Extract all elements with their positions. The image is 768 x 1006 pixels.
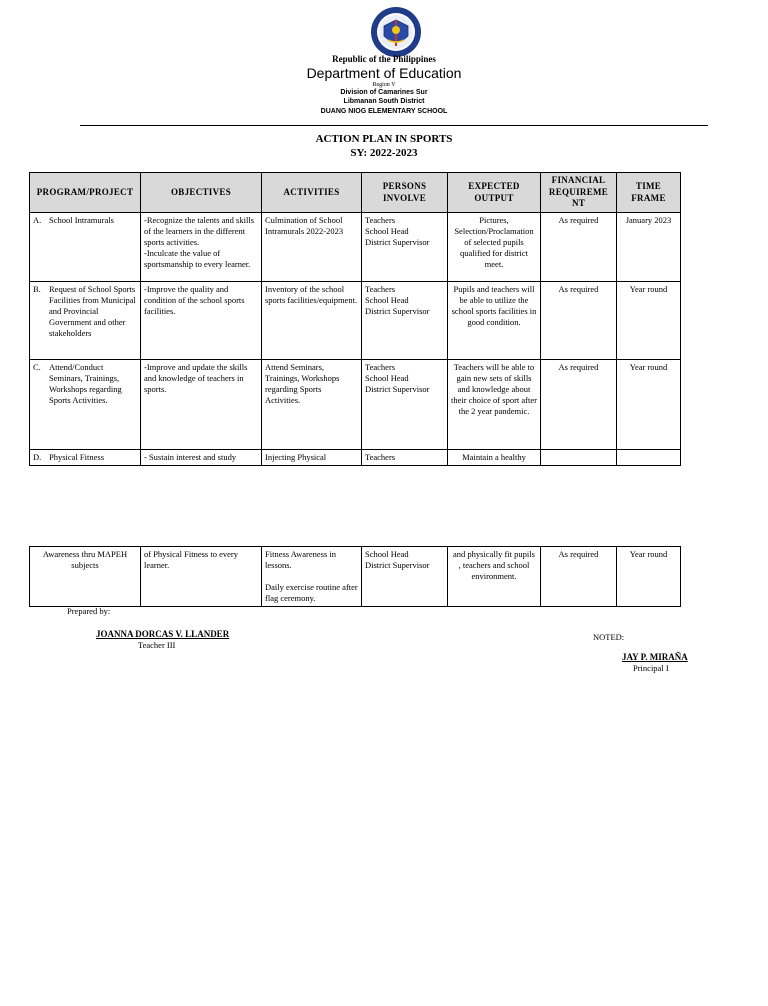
program-text: Request of School Sports Facilities from Municipal and Provincial Government and other stakeholders xyxy=(49,284,136,339)
preparer-name: JOANNA DORCAS V. LLANDER xyxy=(96,629,230,639)
header-activities: ACTIVITIES xyxy=(262,173,362,213)
header-objectives: OBJECTIVES xyxy=(141,173,262,213)
table-row xyxy=(30,450,681,466)
noted-label: NOTED: xyxy=(593,632,625,642)
table-header-row xyxy=(30,173,681,213)
item-letter: C. xyxy=(33,362,41,373)
output-cell: and physically fit pupils , teachers and school environment. xyxy=(448,547,541,607)
program-cell xyxy=(30,450,141,466)
program-cell xyxy=(30,213,141,282)
objectives-cell: -Recognize the talents and skills of the learners in the different sports activities. -Inculcate the value of sportsmanship to every learner. xyxy=(141,213,262,282)
table-row xyxy=(30,547,681,607)
output-cell: Pupils and teachers will be able to utilize the school sports facilities in good condition. xyxy=(448,282,541,360)
time-cell: Year round xyxy=(617,360,681,450)
republic-label: Republic of the Philippines xyxy=(332,54,436,64)
item-letter: A. xyxy=(33,215,42,226)
objectives-cell: -Improve the quality and condition of the school sports facilities. xyxy=(141,282,262,360)
header-time: TIME FRAME xyxy=(617,173,681,213)
activities-cell: Inventory of the school sports facilities/equipment. xyxy=(262,282,362,360)
preparer-title: Teacher III xyxy=(138,640,176,650)
header-output: EXPECTED OUTPUT xyxy=(448,173,541,213)
table-row xyxy=(30,282,681,360)
department-name: Department of Education xyxy=(306,65,462,81)
financial-cell: As required xyxy=(541,282,617,360)
time-cell: Year round xyxy=(617,547,681,607)
persons-cell: Teachers School Head District Supervisor xyxy=(362,360,448,450)
objectives-cell: of Physical Fitness to every learner. xyxy=(141,547,262,607)
program-text: Physical Fitness xyxy=(49,452,105,463)
objectives-cell: -Improve and update the skills and knowledge of teachers in sports. xyxy=(141,360,262,450)
financial-cell: As required xyxy=(541,547,617,607)
deped-seal-icon xyxy=(370,6,422,58)
objectives-cell: - Sustain interest and study xyxy=(141,450,262,466)
header-persons: PERSONS INVOLVE xyxy=(362,173,448,213)
financial-cell: As required xyxy=(541,360,617,450)
program-cell xyxy=(30,360,141,450)
region-label: Region V xyxy=(372,82,396,88)
item-letter: B. xyxy=(33,284,41,295)
school-name: DUANG NIOG ELEMENTARY SCHOOL xyxy=(320,108,448,115)
action-plan-table xyxy=(29,172,681,466)
approver-name: JAY P. MIRAÑA xyxy=(622,652,688,662)
program-text: School Intramurals xyxy=(49,215,114,226)
table-row xyxy=(30,213,681,282)
table-row xyxy=(30,360,681,450)
activities-cell: Attend Seminars, Trainings, Workshops regarding Sports Activities. xyxy=(262,360,362,450)
activities-cell: Fitness Awareness in lessons. Daily exercise routine after flag ceremony. xyxy=(262,547,362,607)
persons-cell: Teachers School Head District Supervisor xyxy=(362,282,448,360)
persons-cell: Teachers School Head District Supervisor xyxy=(362,213,448,282)
time-cell: January 2023 xyxy=(617,213,681,282)
program-cell: Awareness thru MAPEH subjects xyxy=(30,547,141,607)
activities-cell: Culmination of School Intramurals 2022-2023 xyxy=(262,213,362,282)
persons-cell: School Head District Supervisor xyxy=(362,547,448,607)
time-cell xyxy=(617,450,681,466)
financial-cell: As required xyxy=(541,213,617,282)
action-plan-table-continuation xyxy=(29,546,681,607)
approver-title: Principal I xyxy=(633,663,669,673)
district-label: Libmanan South District xyxy=(343,98,425,105)
financial-cell xyxy=(541,450,617,466)
time-cell: Year round xyxy=(617,282,681,360)
header-financial: FINANCIAL REQUIREME NT xyxy=(541,173,617,213)
prepared-by-label: Prepared by: xyxy=(67,606,111,616)
activities-cell: Injecting Physical xyxy=(262,450,362,466)
header-divider xyxy=(80,125,708,126)
output-cell: Maintain a healthy xyxy=(448,450,541,466)
persons-cell: Teachers xyxy=(362,450,448,466)
document-title: ACTION PLAN IN SPORTS xyxy=(315,133,453,145)
header-program: PROGRAM/PROJECT xyxy=(30,173,141,213)
division-label: Division of Camarines Sur xyxy=(340,89,428,96)
output-cell: Teachers will be able to gain new sets of skills and knowledge about their choice of sport after the 2 year pandemic. xyxy=(448,360,541,450)
output-cell: Pictures, Selection/Proclamation of selected pupils qualified for district meet. xyxy=(448,213,541,282)
school-year: SY: 2022-2023 xyxy=(350,147,418,159)
program-cell xyxy=(30,282,141,360)
program-text: Attend/Conduct Seminars, Trainings, Workshops regarding Sports Activities. xyxy=(49,362,122,406)
item-letter: D. xyxy=(33,452,42,463)
